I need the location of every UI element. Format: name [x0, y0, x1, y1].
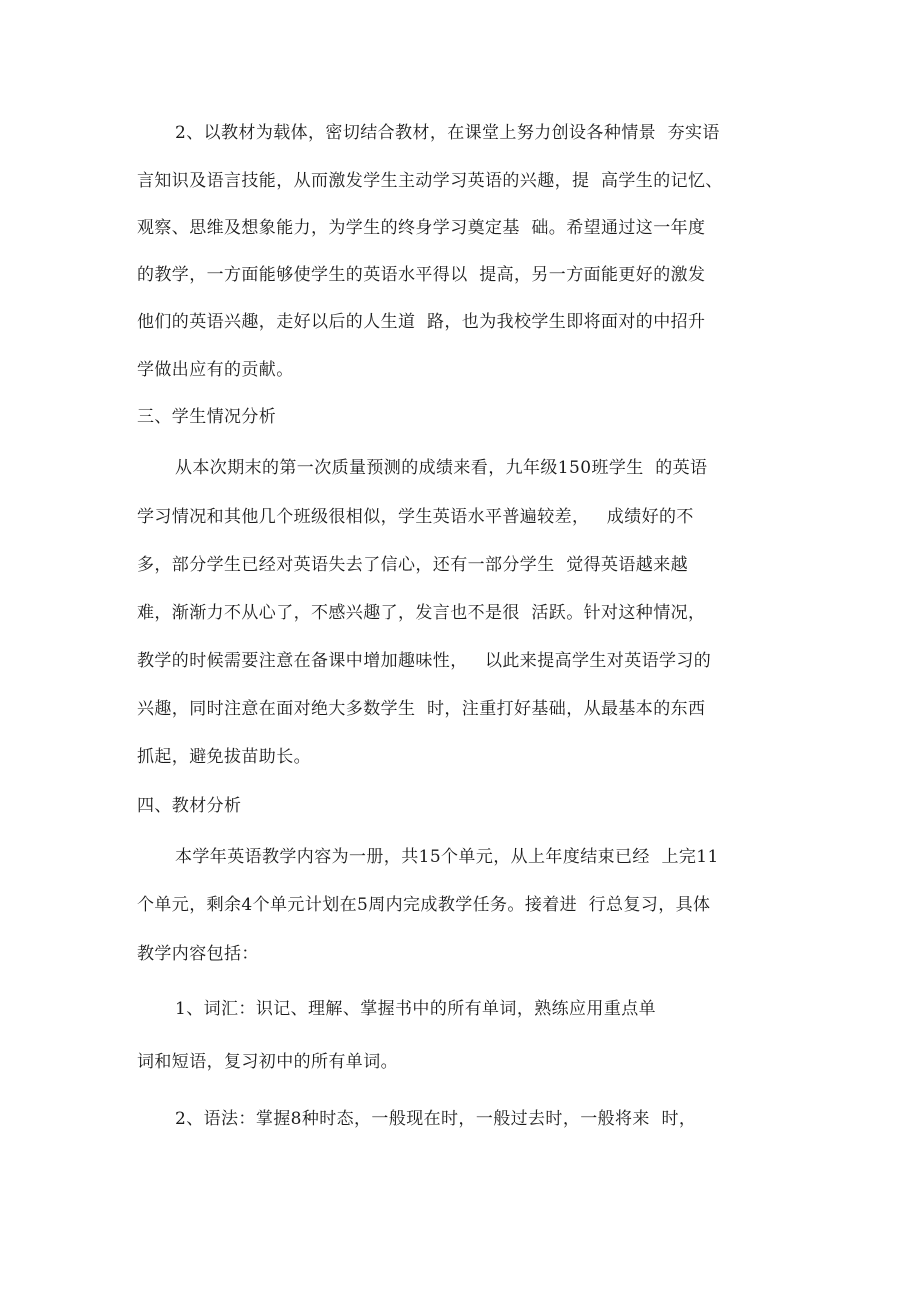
paragraph-line: 的教学，一方面能够使学生的英语水平得以 提高，另一方面能更好的激发 [137, 265, 706, 285]
paragraph-line: 个单元，剩余4个单元计划在5周内完成教学任务。接着进 行总复习，具体 [137, 895, 711, 915]
paragraph-line: 2、以教材为载体，密切结合教材，在课堂上努力创设各种情景 夯实语 [175, 123, 720, 143]
paragraph-line: 本学年英语教学内容为一册，共15个单元，从上年度结束已经 上完11 [175, 847, 719, 867]
paragraph-line: 兴趣，同时注意在面对绝大多数学生 时，注重打好基础，从最基本的东西 [137, 699, 706, 719]
paragraph-line: 抓起，避免拔苗助长。 [137, 747, 311, 767]
paragraph-line: 言知识及语言技能，从而激发学生主动学习英语的兴趣，提 高学生的记忆、 [137, 171, 723, 191]
paragraph-line: 从本次期末的第一次质量预测的成绩来看，九年级150班学生 的英语 [175, 458, 708, 478]
section-heading-textbook-analysis: 四、教材分析 [137, 796, 242, 816]
paragraph-line: 学习情况和其他几个班级很相似，学生英语水平普遍较差， 成绩好的不 [137, 507, 694, 527]
paragraph-line: 难，渐渐力不从心了，不感兴趣了，发言也不是很 活跃。针对这种情况， [137, 603, 706, 623]
list-item-vocabulary: 1、词汇：识记、理解、掌握书中的所有单词，熟练应用重点单 [175, 999, 657, 1019]
section-heading-student-analysis: 三、学生情况分析 [137, 407, 277, 427]
paragraph-line: 教学内容包括： [137, 944, 259, 964]
paragraph-line: 他们的英语兴趣，走好以后的人生道 路，也为我校学生即将面对的中招升 [137, 312, 706, 332]
paragraph-line: 观察、思维及想象能力，为学生的终身学习奠定基 础。希望通过这一年度 [137, 218, 706, 238]
paragraph-line: 多，部分学生已经对英语失去了信心，还有一部分学生 觉得英语越来越 [137, 555, 689, 575]
list-item-grammar: 2、语法：掌握8种时态，一般现在时，一般过去时，一般将来 时， [175, 1109, 697, 1129]
list-item-vocabulary-continued: 词和短语，复习初中的所有单词。 [137, 1052, 398, 1072]
paragraph-line: 学做出应有的贡献。 [137, 360, 294, 380]
paragraph-line: 教学的时候需要注意在备课中增加趣味性， 以此来提高学生对英语学习的 [137, 651, 712, 671]
